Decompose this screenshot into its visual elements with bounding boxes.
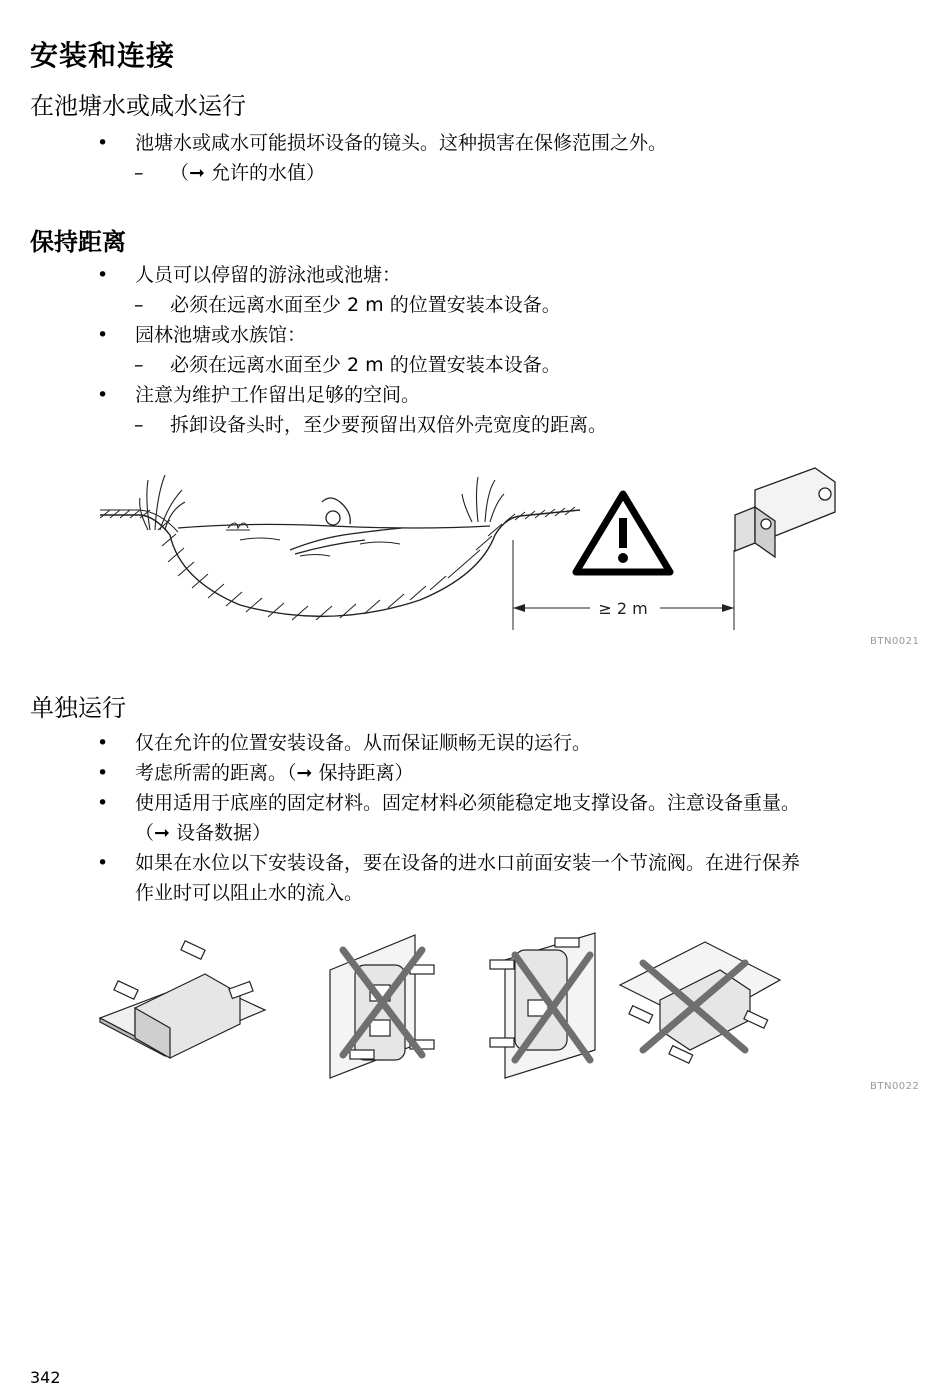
device-icon [735,468,835,557]
installation-orientation-figure [0,930,950,1090]
section-heading-keep-distance: 保持距离 [30,228,126,256]
list-item: • 人员可以停留的游泳池或池塘： [0,260,950,290]
figure-code: BTN0022 [870,1081,920,1092]
pond-distance-figure [0,460,950,660]
pond-water-list [0,128,950,188]
reeds-icon [140,475,185,530]
warning-triangle-icon [576,494,670,572]
list-item-sub: – 必须在远离水面至少 2 m 的位置安装本设备。 [0,350,950,380]
list-item: • 注意为维护工作留出足够的空间。 [0,380,950,410]
list-item: • 仅在允许的位置安装设备。从而保证顺畅无误的运行。 [0,728,950,758]
section-heading-standalone: 单独运行 [30,694,126,722]
standalone-list [0,728,950,908]
page-number: 342 [30,1368,61,1387]
list-item-continuation: （➞ 设备数据） [135,822,271,844]
page-title: 安装和连接 [30,39,176,72]
list-item-sub: – （➞ 允许的水值） [0,158,950,188]
list-item-continuation: 作业时可以阻止水的流入。 [135,882,364,904]
list-item-sub: – 拆卸设备头时，至少要预留出双倍外壳宽度的距离。 [0,410,950,440]
device-vertical-crossed-icon [490,933,595,1078]
list-item: • 如果在水位以下安装设备，要在设备的进水口前面安装一个节流阀。在进行保养 [0,848,950,878]
distance-label: ≥ 2 m [598,599,648,618]
list-item: • 园林池塘或水族馆： [0,320,950,350]
section-heading-pond-water: 在池塘水或咸水运行 [30,92,246,120]
keep-distance-list [0,260,950,440]
water-lily-icon [226,523,250,530]
device-correct-horizontal-icon [100,941,265,1058]
list-item: • 池塘水或咸水可能损坏设备的镜头。这种损害在保修范围之外。 [0,128,950,158]
pond-illustration [100,475,580,620]
figure-code: BTN0021 [870,636,920,647]
swimmer-icon [290,498,402,554]
list-item-sub: – 必须在远离水面至少 2 m 的位置安装本设备。 [0,290,950,320]
list-item: • 考虑所需的距离。（➞ 保持距离） [0,758,950,788]
list-item: • 使用适用于底座的固定材料。固定材料必须能稳定地支撑设备。注意设备重量。 [0,788,950,818]
